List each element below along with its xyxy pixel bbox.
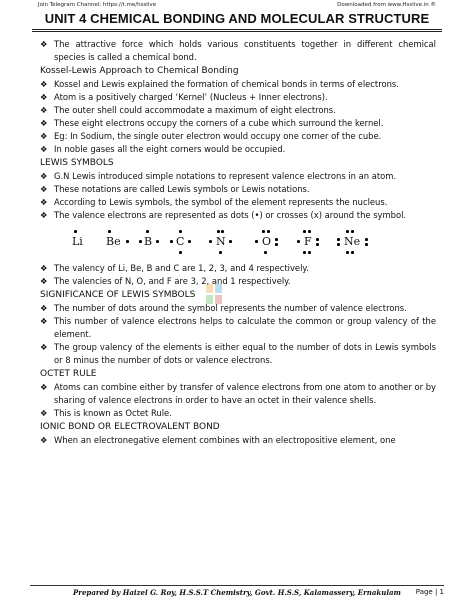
electron-dot — [156, 240, 159, 243]
bullet-star-icon: ❖ — [40, 263, 48, 273]
bullet-star-icon: ❖ — [40, 118, 48, 128]
electron-dot — [308, 230, 311, 233]
electron-dot — [337, 238, 340, 241]
list-item — [40, 302, 436, 315]
document-body — [40, 38, 436, 447]
bullet-text: Eg: In Sodium, the single outer electron would occupy one corner of the cube. — [54, 131, 382, 141]
bullet-star-icon: ❖ — [40, 92, 48, 102]
electron-dot — [351, 251, 354, 254]
bullet-text: This number of valence electrons helps to calculate the common or group valency of the element. — [54, 316, 436, 339]
electron-dot — [365, 243, 368, 246]
lewis-symbol-be: Be — [106, 235, 121, 248]
electron-dot — [346, 251, 349, 254]
section-heading-lewis: LEWIS SYMBOLS — [40, 158, 114, 168]
bullet-text: The number of dots around the symbol represents the number of valence electrons. — [54, 303, 407, 313]
electron-dot — [316, 243, 319, 246]
list-item — [40, 434, 436, 447]
lewis-symbols-figure — [40, 224, 436, 258]
bullet-text: The attractive force which holds various constituents together in different chemical species is called a chemical bond. — [54, 39, 436, 62]
bullet-text: This is known as Octet Rule. — [54, 408, 172, 418]
bullet-text: The valence electrons are represented as dots (•) or crosses (x) around the symbol. — [54, 210, 407, 220]
electron-dot — [337, 243, 340, 246]
bullet-star-icon: ❖ — [40, 184, 48, 194]
electron-dot — [297, 240, 300, 243]
bullet-text: In noble gases all the eight corners would be occupied. — [54, 144, 286, 154]
page-footer — [30, 585, 444, 602]
electron-dot — [209, 240, 212, 243]
section-heading-ionic: IONIC BOND OR ELECTROVALENT BOND — [40, 422, 220, 432]
list-item — [40, 262, 436, 275]
electron-dot — [146, 230, 149, 233]
electron-dot — [303, 251, 306, 254]
list-item — [40, 183, 436, 196]
bullet-text: The outer shell could accommodate a maximum of eight electrons. — [54, 105, 336, 115]
bullet-star-icon: ❖ — [40, 210, 48, 220]
page-number: Page | 1 — [415, 588, 444, 596]
list-item — [40, 117, 436, 130]
list-item — [40, 38, 436, 64]
bullet-text: These notations are called Lewis symbols or Lewis notations. — [54, 184, 310, 194]
bullet-star-icon: ❖ — [40, 435, 48, 445]
electron-dot — [229, 240, 232, 243]
bullet-star-icon: ❖ — [40, 382, 48, 392]
section-heading-significance: SIGNIFICANCE OF LEWIS SYMBOLS — [40, 290, 196, 300]
list-item — [40, 91, 436, 104]
list-item — [40, 341, 436, 367]
header-left-text: Join Telegram Channel: https://t.me/hsslive — [38, 2, 157, 8]
list-item — [40, 170, 436, 183]
electron-dot — [275, 243, 278, 246]
electron-dot — [267, 230, 270, 233]
section-heading-kossel: Kossel-Lewis Approach to Chemical Bonding — [40, 66, 239, 76]
electron-dot — [308, 251, 311, 254]
list-item — [40, 275, 436, 288]
bullet-star-icon: ❖ — [40, 197, 48, 207]
electron-dot — [126, 240, 129, 243]
bullet-star-icon: ❖ — [40, 131, 48, 141]
bullet-text: According to Lewis symbols, the symbol of the element represents the nucleus. — [54, 197, 388, 207]
list-item — [40, 209, 436, 222]
bullet-star-icon: ❖ — [40, 39, 48, 49]
footer-credit: Prepared by Haizel G. Roy, H.S.S.T Chemistry, Govt. H.S.S, Kalamassery, Ernakulam — [73, 588, 401, 597]
electron-dot — [170, 240, 173, 243]
electron-dot — [217, 230, 220, 233]
page-header — [0, 0, 474, 10]
page-title: UNIT 4 CHEMICAL BONDING AND MOLECULAR STRUCTURE — [44, 11, 430, 26]
electron-dot — [255, 240, 258, 243]
list-item — [40, 196, 436, 209]
list-item — [40, 104, 436, 117]
bullet-star-icon: ❖ — [40, 303, 48, 313]
electron-dot — [365, 238, 368, 241]
list-item — [40, 381, 436, 407]
lewis-symbol-f: F — [304, 235, 312, 248]
electron-dot — [221, 230, 224, 233]
electron-dot — [108, 230, 111, 233]
section-heading-octet: OCTET RULE — [40, 369, 97, 379]
title-underline — [32, 29, 442, 30]
lewis-symbol-ne: Ne — [344, 235, 361, 248]
bullet-star-icon: ❖ — [40, 342, 48, 352]
bullet-text: Kossel and Lewis explained the formation of chemical bonds in terms of electrons. — [54, 79, 399, 89]
electron-dot — [139, 240, 142, 243]
bullet-text: G.N Lewis introduced simple notations to represent valence electrons in an atom. — [54, 171, 397, 181]
list-item — [40, 130, 436, 143]
electron-dot — [219, 251, 222, 254]
hsslive-watermark-icon — [205, 283, 223, 305]
lewis-symbol-li: Li — [72, 235, 83, 248]
electron-dot — [179, 230, 182, 233]
bullet-text: Atoms can combine either by transfer of valence electrons from one atom to another or by sharing of valence electrons in order to have an octet in their valence shells. — [54, 382, 436, 405]
lewis-symbol-c: C — [176, 235, 185, 248]
bullet-star-icon: ❖ — [40, 316, 48, 326]
electron-dot — [264, 251, 267, 254]
list-item — [40, 315, 436, 341]
bullet-star-icon: ❖ — [40, 79, 48, 89]
title-underline-second — [32, 31, 442, 32]
bullet-text: When an electronegative element combines with an electropositive element, one — [54, 435, 396, 445]
electron-dot — [275, 238, 278, 241]
lewis-symbol-o: O — [262, 235, 272, 248]
list-item — [40, 78, 436, 91]
lewis-symbol-n: N — [216, 235, 226, 248]
bullet-text: Atom is a positively charged ‘Kernel’ (Nucleus + Inner electrons). — [54, 92, 328, 102]
bullet-text: These eight electrons occupy the corners of a cube which surround the kernel. — [54, 118, 384, 128]
bullet-text: The valency of Li, Be, B and C are 1, 2, 3, and 4 respectively. — [54, 263, 309, 273]
bullet-text: The group valency of the elements is either equal to the number of dots in Lewis symbols or 8 minus the number of dots or valence electrons. — [54, 342, 436, 365]
electron-dot — [316, 238, 319, 241]
lewis-symbol-b: B — [144, 235, 153, 248]
bullet-text: The valencies of N, O, and F are 3, 2, and 1 respectively. — [54, 276, 291, 286]
electron-dot — [188, 240, 191, 243]
electron-dot — [346, 230, 349, 233]
bullet-star-icon: ❖ — [40, 171, 48, 181]
list-item — [40, 407, 436, 420]
electron-dot — [351, 230, 354, 233]
electron-dot — [262, 230, 265, 233]
list-item — [40, 143, 436, 156]
electron-dot — [74, 230, 77, 233]
bullet-star-icon: ❖ — [40, 408, 48, 418]
bullet-star-icon: ❖ — [40, 144, 48, 154]
bullet-star-icon: ❖ — [40, 276, 48, 286]
electron-dot — [303, 230, 306, 233]
bullet-star-icon: ❖ — [40, 105, 48, 115]
electron-dot — [179, 251, 182, 254]
header-right-text: Downloaded from www.Hsslive.in ® — [337, 2, 436, 8]
